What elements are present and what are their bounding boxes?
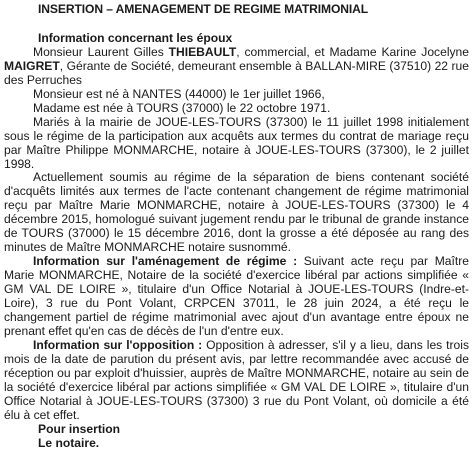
identity-text-b: , commercial, et Madame Karine Jocelyne [236,44,470,59]
closing-signature: Le notaire. [38,435,100,450]
wife-surname: MAIGRET [4,58,60,73]
identity-text-a: Monsieur Laurent Gilles [33,44,169,59]
paragraph-current-regime: Actuellement soumis au régime de la séparation de biens contenant société d'acquêts limités aux termes de l'acte contenant changement de régime matrimonial reçu par Maître Marie MONMARCHE, notaire à JOUE-LES-TOURS (37300) le 4 décembre 2015, homologué suivant jugement rendu par le tribunal de grande instance de TOURS (37000) le 15 décembre 2016, dont la grosse a été déposée au rang des minutes de Maître MONMARCHE notaire susnommé. [4,170,469,255]
opposition-label: Information sur l'opposition : [33,337,203,352]
amenagement-label: Information sur l'aménagement de régime : [33,254,298,269]
section-heading-epoux: Information concernant les époux [38,30,233,45]
notice-title: INSERTION – AMENAGEMENT DE REGIME MATRIMONIAL [38,2,369,16]
opposition-text: Opposition à adresser, s'il y a lieu, dans les trois mois de la date de parution du présent avis, par lettre recommandée avec accusé de réception ou par exploit d'huissier, auprès de Maître MONMARCHE, notaire au sein de la société d'exercice libéral par actions simplifiée « GM VAL DE LOIRE », titulaire d'un Office Notarial à JOUE-LES-TOURS (37300) 3 rue du Pont Volant, où domicile a été élu à cet effet. [4,337,469,422]
amenagement-text: Suivant acte reçu par Maître Marie MONMARCHE, Notaire de la société d'exercice libéral par actions simplifiée « GM VAL DE LOIRE », titulaire d'un Office Notarial à JOUE-LES-TOURS (Indre-et-Loire), 3 rue du Pont Volant, CRPCEN 37011, le 28 juin 2024, a été reçu le changement partiel de régime matrimonial avec ajout d'un avantage entre époux ne prenant effet qu'en cas de décès de l'un d'entre eux. [4,254,469,338]
closing-pour-insertion: Pour insertion [38,421,120,436]
husband-surname: THIEBAULT [168,44,237,59]
paragraph-amenagement [4,255,469,339]
identity-text-c: , Gérante de Société, demeurant ensemble à BALLAN-MIRE (37510) 22 rue des Perruches [4,58,469,87]
paragraph-opposition [4,339,469,423]
paragraph-husband-birth: Monsieur est né à NANTES (44000) le 1er juillet 1966, [33,86,325,101]
paragraph-epoux-identity [4,46,469,88]
paragraph-wife-birth: Madame est née à TOURS (37000) le 22 octobre 1971. [33,100,331,115]
paragraph-marriage: Mariés à la mairie de JOUE-LES-TOURS (37300) le 11 juillet 1998 initialement sous le régime de la participation aux acquêts aux termes du contrat de mariage reçu par Maître Philippe MONMARCHE, notaire à JOUE-LES-TOURS (37300), le 2 juillet 1998. [4,114,469,171]
